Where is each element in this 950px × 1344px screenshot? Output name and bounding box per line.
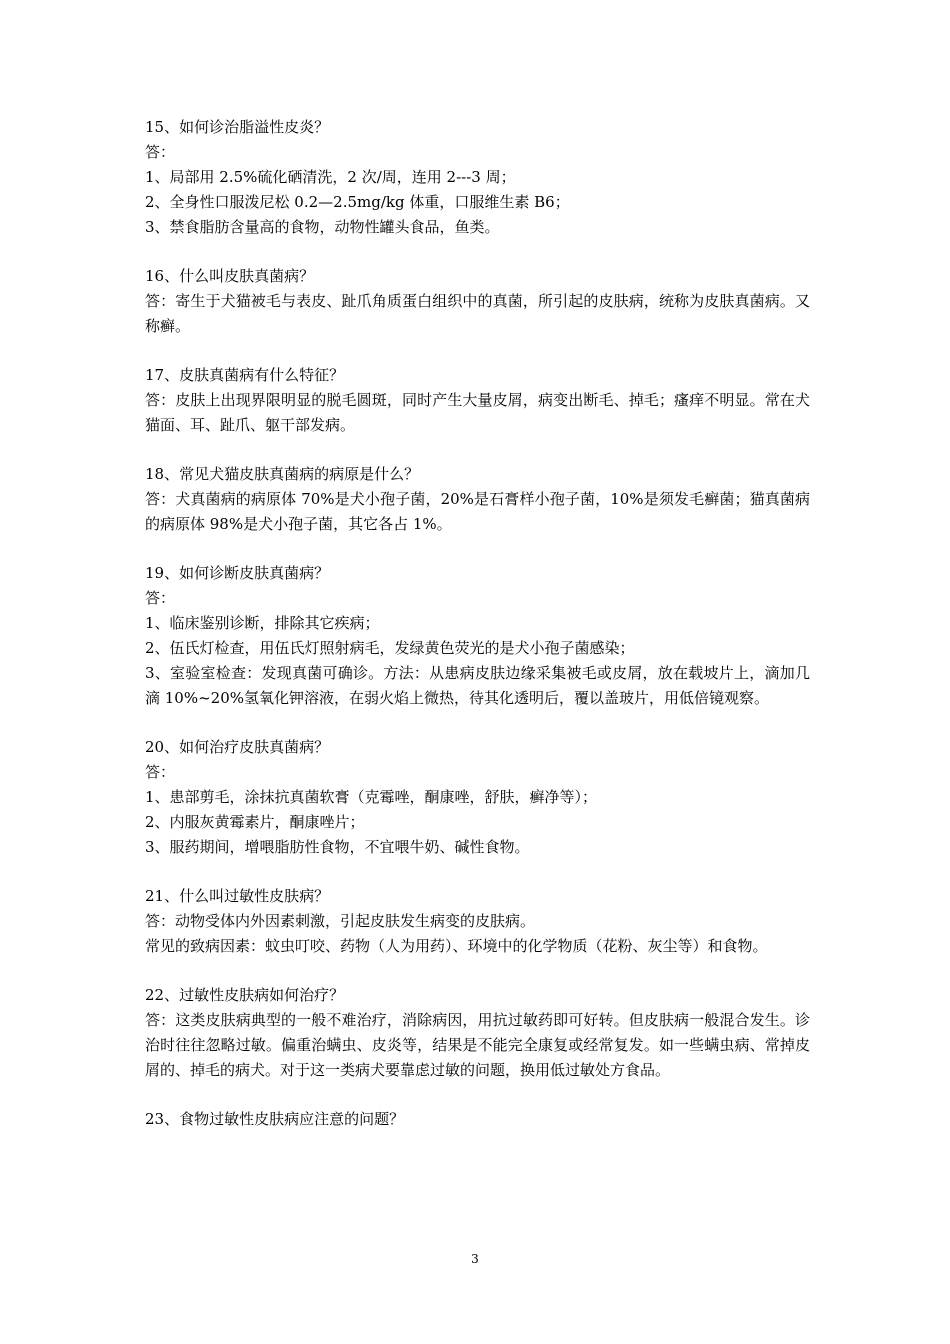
question-heading: 16、什么叫皮肤真菌病？ <box>145 267 315 285</box>
question-heading: 23、食物过敏性皮肤病应注意的问题？ <box>145 1110 405 1128</box>
question-heading: 21、什么叫过敏性皮肤病？ <box>145 887 330 905</box>
question-heading: 17、皮肤真菌病有什么特征？ <box>145 366 345 384</box>
question-heading: 15、如何诊治脂溢性皮炎？ <box>145 118 330 136</box>
answer-item: 3、禁食脂肪含量高的食物，动物性罐头食品，鱼类。 <box>145 218 500 236</box>
question-heading: 22、过敏性皮肤病如何治疗？ <box>145 986 345 1004</box>
document-body <box>145 115 810 1156</box>
answer-item: 1、临床鉴别诊断，排除其它疾病； <box>145 614 380 632</box>
answer-item: 2、全身性口服泼尼松 0.2—2.5mg/kg 体重，口服维生素 B6； <box>145 193 570 211</box>
qa-section-23 <box>145 1107 810 1132</box>
answer-item: 1、局部用 2.5%硫化硒清洗，2 次/周，连用 2---3 周； <box>145 168 516 186</box>
answer-paragraph: 常见的致病因素：蚊虫叮咬、药物（人为用药）、环境中的化学物质（花粉、灰尘等）和食物。 <box>145 937 768 955</box>
answer-item: 3、服药期间，增喂脂肪性食物，不宜喂牛奶、碱性食物。 <box>145 838 530 856</box>
qa-section-17 <box>145 363 810 438</box>
answer-paragraph: 答：寄生于犬猫被毛与表皮、趾爪角质蛋白组织中的真菌，所引起的皮肤病，统称为皮肤真菌病。又称癣。 <box>145 292 810 335</box>
answer-item: 3、室验室检查：发现真菌可确诊。方法：从患病皮肤边缘采集被毛或皮屑，放在载坡片上，滴加几滴 10%~20%氢氧化钾溶液，在弱火焰上微热，待其化透明后，覆以盖玻片，用低倍镜观察。 <box>145 664 810 707</box>
qa-section-21 <box>145 884 810 959</box>
qa-section-18 <box>145 462 810 537</box>
question-heading: 19、如何诊断皮肤真菌病？ <box>145 564 330 582</box>
qa-section-22 <box>145 983 810 1083</box>
answer-item: 2、伍氏灯检查，用伍氏灯照射病毛，发绿黄色荧光的是犬小孢子菌感染； <box>145 639 635 657</box>
page-number: 3 <box>471 1252 479 1266</box>
answer-label: 答： <box>145 763 176 781</box>
answer-item: 2、内服灰黄霉素片，酮康唑片； <box>145 813 365 831</box>
qa-section-16 <box>145 264 810 339</box>
answer-label: 答： <box>145 143 176 161</box>
answer-paragraph: 答：皮肤上出现界限明显的脱毛圆斑，同时产生大量皮屑，病变出断毛、掉毛；瘙痒不明显。常在犬猫面、耳、趾爪、躯干部发病。 <box>145 391 810 434</box>
question-heading: 18、常见犬猫皮肤真菌病的病原是什么？ <box>145 465 420 483</box>
answer-paragraph: 答：这类皮肤病典型的一般不难治疗，消除病因，用抗过敏药即可好转。但皮肤病一般混合发生。诊治时往往忽略过敏。偏重治螨虫、皮炎等，结果是不能完全康复或经常复发。如一些螨虫病、常掉皮屑的、掉毛的病犬。对于这一类病犬要靠虑过敏的问题，换用低过敏处方食品。 <box>145 1011 810 1079</box>
answer-paragraph: 答：动物受体内外因素刺激，引起皮肤发生病变的皮肤病。 <box>145 912 536 930</box>
answer-label: 答： <box>145 589 176 607</box>
question-heading: 20、如何治疗皮肤真菌病？ <box>145 738 330 756</box>
qa-section-20 <box>145 735 810 860</box>
qa-section-19 <box>145 561 810 711</box>
answer-item: 1、患部剪毛，涂抹抗真菌软膏（克霉唑，酮康唑，舒肤，癣净等）； <box>145 788 598 806</box>
qa-section-15 <box>145 115 810 240</box>
answer-paragraph: 答：犬真菌病的病原体 70%是犬小孢子菌，20%是石膏样小孢子菌，10%是须发毛癣菌；猫真菌病的病原体 98%是犬小孢子菌，其它各占 1%。 <box>145 490 810 533</box>
